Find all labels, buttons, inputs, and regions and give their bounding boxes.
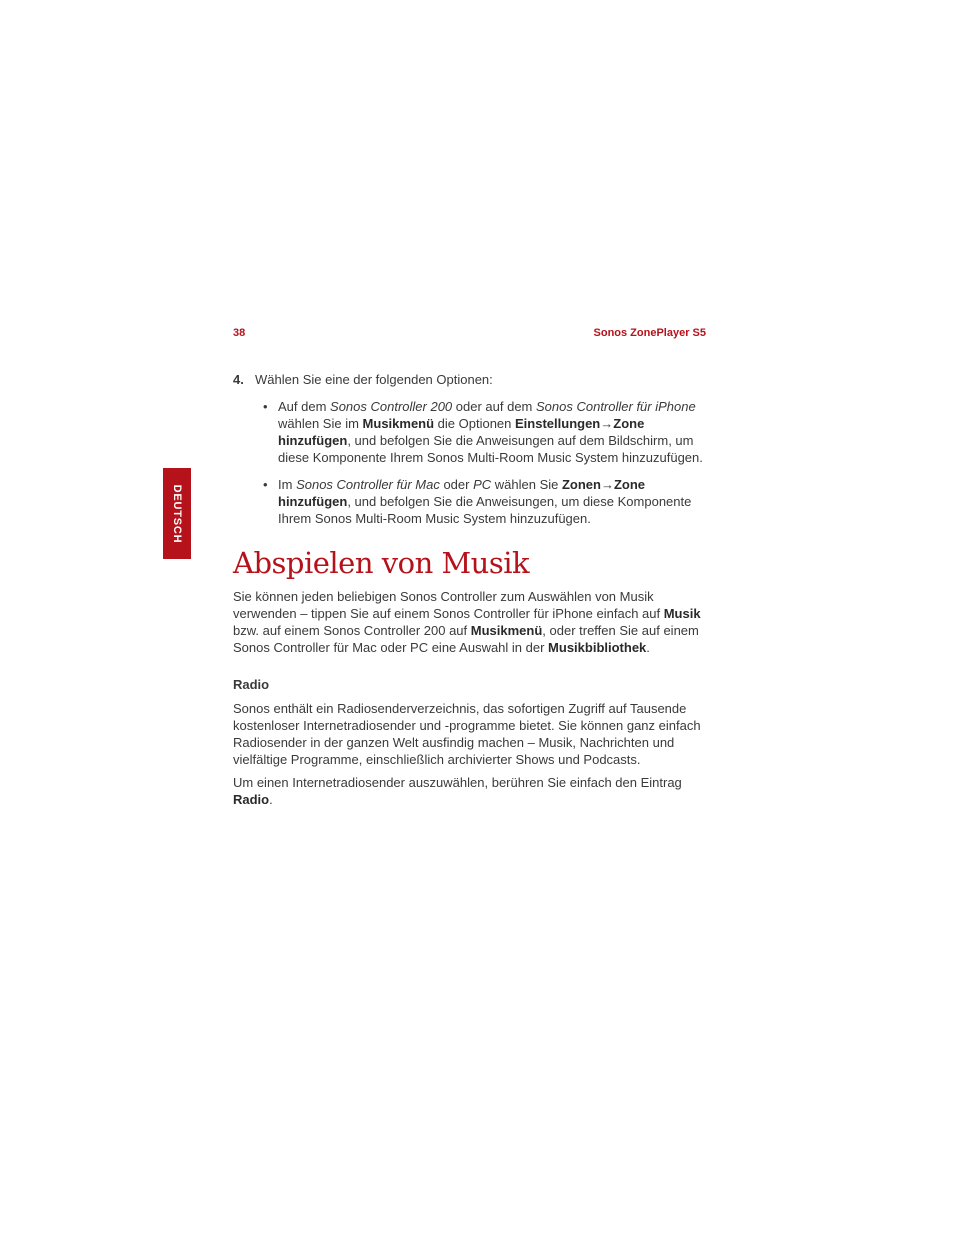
option-text: die Optionen bbox=[434, 416, 516, 431]
intro-text: Sie können jeden beliebigen Sonos Controller zum Auswählen von Musik verwenden – tippen Sie auf einem Sonos Controller für iPhone einfach auf bbox=[233, 589, 664, 621]
step-4 bbox=[233, 371, 711, 388]
arrow-right-icon: → bbox=[600, 416, 614, 431]
arrow-right-icon: → bbox=[600, 477, 614, 492]
option-italic: Sonos Controller für Mac bbox=[296, 477, 440, 492]
step-text: Wählen Sie eine der folgenden Optionen: bbox=[255, 372, 493, 387]
radio-heading: Radio bbox=[233, 677, 270, 692]
option-text: Auf dem bbox=[278, 399, 331, 414]
option-controller-200-iphone bbox=[263, 398, 711, 466]
intro-text: , oder treffen Sie auf einem Sonos Controller für Mac oder PC eine Auswahl in der bbox=[233, 623, 699, 655]
option-text: wählen Sie im bbox=[278, 416, 363, 431]
option-bold: Zone hinzufügen bbox=[278, 477, 646, 509]
radio-text: Um einen Internetradiosender auszuwählen, berühren Sie einfach den Eintrag bbox=[233, 775, 682, 790]
bullet-icon: • bbox=[263, 477, 268, 492]
option-italic: PC bbox=[473, 477, 492, 492]
bullet-icon: • bbox=[263, 399, 268, 414]
page-content bbox=[233, 371, 711, 814]
option-text: wählen Sie bbox=[491, 477, 562, 492]
option-text: , und befolgen Sie die Anweisungen, um diese Komponente Ihrem Sonos Multi-Room Music System hinzuzufügen. bbox=[278, 494, 692, 526]
language-tab bbox=[163, 468, 191, 559]
option-bold: Musikmenü bbox=[362, 416, 435, 431]
radio-text: . bbox=[269, 792, 273, 807]
options-list bbox=[233, 398, 711, 527]
option-bold: Zone hinzufügen bbox=[278, 416, 645, 448]
option-italic: Sonos Controller für iPhone bbox=[536, 399, 696, 414]
intro-paragraph bbox=[233, 588, 711, 656]
intro-bold: Musikmenü bbox=[470, 623, 543, 638]
intro-text: bzw. auf einem Sonos Controller 200 auf bbox=[233, 623, 471, 638]
intro-text: . bbox=[646, 640, 650, 655]
option-text: Im bbox=[278, 477, 297, 492]
radio-bold: Radio bbox=[233, 792, 270, 807]
option-text: oder bbox=[439, 477, 474, 492]
page-number: 38 bbox=[233, 327, 246, 339]
step-number: 4. bbox=[233, 372, 244, 387]
section-title: Abspielen von Musik bbox=[233, 546, 530, 580]
radio-paragraph-2 bbox=[233, 774, 711, 808]
option-bold: Zonen bbox=[561, 477, 601, 492]
option-italic: Sonos Controller 200 bbox=[330, 399, 453, 414]
running-header: Sonos ZonePlayer S5 bbox=[593, 327, 706, 339]
option-controller-mac-pc bbox=[263, 476, 711, 527]
option-text: oder auf dem bbox=[452, 399, 536, 414]
radio-paragraph-1: Sonos enthält ein Radiosenderverzeichnis, das sofortigen Zugriff auf Tausende kostenloser Internetradiosender und -programme bietet. Sie können ganz einfach Radiosender in der ganzen Welt ausfindig machen – Musik, Nachrichten und vielfältige Programme, einschließlich archivierter Shows und Podcasts. bbox=[233, 701, 701, 767]
option-text: , und befolgen Sie die Anweisungen auf dem Bildschirm, um diese Komponente Ihrem Sonos Multi-Room Music System hinzuzufügen. bbox=[278, 433, 703, 465]
intro-bold: Musikbibliothek bbox=[548, 640, 647, 655]
language-tab-label: DEUTSCH bbox=[171, 484, 183, 543]
option-bold: Einstellungen bbox=[515, 416, 601, 431]
intro-bold: Musik bbox=[663, 606, 701, 621]
